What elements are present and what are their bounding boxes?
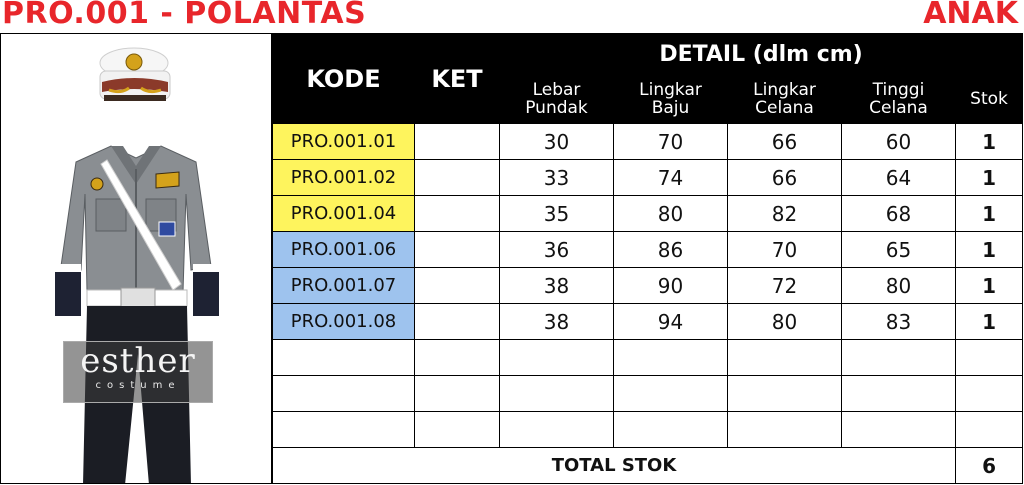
watermark-tagline: costume (95, 380, 181, 391)
empty-cell (415, 412, 500, 448)
empty-cell (415, 340, 500, 376)
lingkar-celana-cell: 82 (728, 196, 842, 232)
stok-cell: 1 (956, 304, 1023, 340)
total-stok-value: 6 (956, 448, 1023, 484)
empty-cell (956, 340, 1023, 376)
header-ket: KET (415, 34, 500, 124)
stok-cell: 1 (956, 232, 1023, 268)
kode-cell: PRO.001.01 (273, 124, 415, 160)
empty-cell (842, 340, 956, 376)
empty-row (273, 376, 1023, 412)
header-lebar-pundak (500, 75, 614, 124)
header-tinggi-celana (842, 75, 956, 124)
header-stok-line1: Stok (970, 89, 1008, 109)
ket-cell (415, 232, 500, 268)
table-row (273, 124, 1023, 160)
header-lingkar-celana-line1: Lingkar (753, 80, 816, 100)
header-lingkar-baju-line1: Lingkar (639, 80, 702, 100)
empty-row (273, 412, 1023, 448)
header-detail: DETAIL (dlm cm) (500, 34, 1023, 75)
tinggi-celana-cell: 65 (842, 232, 956, 268)
table-row (273, 160, 1023, 196)
ket-cell (415, 124, 500, 160)
tinggi-celana-cell: 64 (842, 160, 956, 196)
tinggi-celana-cell: 80 (842, 268, 956, 304)
product-category: ANAK (923, 0, 1018, 31)
empty-cell (500, 412, 614, 448)
kode-cell: PRO.001.07 (273, 268, 415, 304)
white-belt (87, 288, 187, 308)
empty-cell (728, 340, 842, 376)
police-cap-icon (100, 48, 170, 101)
table-row (273, 196, 1023, 232)
empty-cell (956, 412, 1023, 448)
lingkar-celana-cell: 70 (728, 232, 842, 268)
watermark-brand: esther (80, 341, 196, 381)
tinggi-celana-cell: 68 (842, 196, 956, 232)
empty-cell (273, 412, 415, 448)
empty-cell (614, 412, 728, 448)
lingkar-baju-cell: 80 (614, 196, 728, 232)
lingkar-celana-cell: 66 (728, 124, 842, 160)
header-stok (956, 75, 1023, 124)
stok-cell: 1 (956, 196, 1023, 232)
ket-cell (415, 268, 500, 304)
empty-cell (728, 376, 842, 412)
kode-cell: PRO.001.06 (273, 232, 415, 268)
size-stock-table (272, 33, 1023, 484)
total-row (273, 448, 1023, 484)
lebar-pundak-cell: 35 (500, 196, 614, 232)
empty-cell (728, 412, 842, 448)
lingkar-celana-cell: 66 (728, 160, 842, 196)
empty-cell (500, 340, 614, 376)
table-row (273, 232, 1023, 268)
lebar-pundak-cell: 33 (500, 160, 614, 196)
stok-cell: 1 (956, 124, 1023, 160)
kode-cell: PRO.001.04 (273, 196, 415, 232)
header-lingkar-baju (614, 75, 728, 124)
ket-cell (415, 196, 500, 232)
header-lingkar-baju-line2: Baju (651, 98, 690, 118)
lebar-pundak-cell: 36 (500, 232, 614, 268)
kode-cell: PRO.001.08 (273, 304, 415, 340)
brand-watermark (63, 341, 213, 403)
header-lingkar-celana (728, 75, 842, 124)
tinggi-celana-cell: 60 (842, 124, 956, 160)
empty-cell (842, 376, 956, 412)
lingkar-baju-cell: 90 (614, 268, 728, 304)
header-tinggi-celana-line1: Tinggi (872, 80, 925, 100)
lingkar-baju-cell: 70 (614, 124, 728, 160)
police-uniform-illustration (1, 34, 272, 484)
ket-cell (415, 160, 500, 196)
empty-cell (614, 376, 728, 412)
total-stok-label: TOTAL STOK (273, 448, 956, 484)
lingkar-baju-cell: 94 (614, 304, 728, 340)
tinggi-celana-cell: 83 (842, 304, 956, 340)
product-photo (0, 33, 272, 484)
lebar-pundak-cell: 38 (500, 304, 614, 340)
lingkar-celana-cell: 72 (728, 268, 842, 304)
empty-cell (614, 340, 728, 376)
empty-cell (273, 340, 415, 376)
table-row (273, 268, 1023, 304)
empty-cell (842, 412, 956, 448)
empty-row (273, 340, 1023, 376)
lebar-pundak-cell: 38 (500, 268, 614, 304)
lingkar-baju-cell: 86 (614, 232, 728, 268)
lingkar-celana-cell: 80 (728, 304, 842, 340)
header-tinggi-celana-line2: Celana (869, 98, 928, 118)
product-title: PRO.001 - POLANTAS (2, 0, 367, 31)
lingkar-baju-cell: 74 (614, 160, 728, 196)
lebar-pundak-cell: 30 (500, 124, 614, 160)
stok-cell: 1 (956, 160, 1023, 196)
stok-cell: 1 (956, 268, 1023, 304)
header-lebar-pundak-line1: Lebar (532, 80, 581, 100)
empty-cell (415, 376, 500, 412)
empty-cell (500, 376, 614, 412)
empty-cell (273, 376, 415, 412)
table-row (273, 304, 1023, 340)
header-lebar-pundak-line2: Pundak (525, 98, 588, 118)
ket-cell (415, 304, 500, 340)
header-kode: KODE (273, 34, 415, 124)
empty-cell (956, 376, 1023, 412)
kode-cell: PRO.001.02 (273, 160, 415, 196)
header-lingkar-celana-line2: Celana (755, 98, 814, 118)
